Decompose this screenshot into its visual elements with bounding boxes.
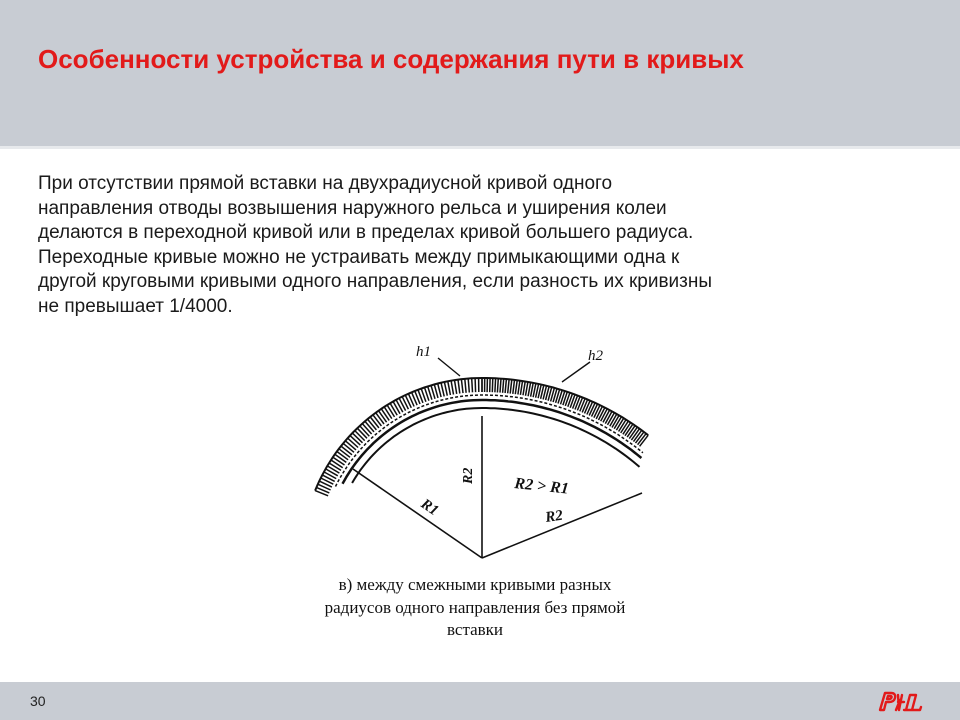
body-line: делаются в переходной кривой или в пределах кривой большего радиуса. bbox=[38, 222, 694, 243]
curve-diagram bbox=[300, 336, 700, 568]
body-line: При отсутствии прямой вставки на двухрадиусной кривой одного bbox=[38, 173, 613, 194]
hatch-line bbox=[526, 382, 528, 396]
hatch-line bbox=[379, 411, 387, 423]
hatch-line bbox=[384, 407, 392, 419]
hatch-line bbox=[360, 426, 370, 436]
hatch-line bbox=[503, 379, 504, 393]
body-line: Переходные кривые можно не устраивать между примыкающими одна к bbox=[38, 246, 680, 268]
body-line: не превышает 1/4000. bbox=[38, 295, 233, 317]
hatch-line bbox=[528, 382, 531, 396]
hatch-line bbox=[337, 452, 348, 460]
label-R2-vertical: R2 bbox=[461, 467, 476, 484]
body-line: направления отводы возвышения наружного рельса и уширения колеи bbox=[38, 197, 667, 219]
hatch-line bbox=[500, 379, 501, 393]
hatch-line bbox=[468, 379, 469, 393]
slide-title: Особенности устройства и содержания пути в кривых bbox=[38, 44, 744, 74]
radius-R2-lower bbox=[482, 493, 642, 558]
page-number: 30 bbox=[30, 693, 46, 709]
hatch-line bbox=[513, 380, 515, 394]
hatch-line bbox=[326, 469, 338, 476]
hatch-line bbox=[438, 384, 441, 398]
hatch-line bbox=[515, 380, 517, 394]
hatch-line bbox=[495, 378, 496, 392]
hatch-line bbox=[520, 381, 522, 395]
hatch-line bbox=[582, 400, 587, 413]
hatch-line bbox=[333, 457, 345, 465]
hatch-line bbox=[350, 436, 360, 446]
label-h2: h2 bbox=[588, 348, 603, 364]
hatch-line bbox=[505, 379, 506, 393]
hatch-line bbox=[458, 380, 460, 394]
label-R2-lower: R2 bbox=[544, 507, 564, 526]
hatch-line bbox=[373, 415, 382, 426]
hatch-line bbox=[472, 378, 473, 392]
caption-line: радиусов одного направления без прямой bbox=[324, 597, 626, 617]
hatch-line bbox=[376, 413, 384, 424]
hatch-line bbox=[343, 443, 354, 452]
hatch-line bbox=[531, 383, 534, 397]
hatch-line bbox=[518, 381, 520, 395]
rzd-logo bbox=[876, 688, 926, 714]
hatch-line bbox=[387, 405, 394, 417]
hatch-line bbox=[475, 378, 476, 392]
hatch-line bbox=[465, 379, 466, 393]
hatch-line bbox=[370, 417, 379, 428]
hatch-line bbox=[324, 472, 336, 479]
body-line: другой круговыми кривыми одного направления, если разность их кривизны bbox=[38, 271, 713, 292]
hatch-line bbox=[331, 460, 343, 468]
header-divider bbox=[0, 146, 960, 149]
hatch-line bbox=[341, 446, 352, 455]
hatch-line bbox=[510, 380, 512, 394]
hatch-line bbox=[451, 381, 453, 395]
hatch-line bbox=[396, 400, 403, 412]
figure-caption bbox=[270, 574, 680, 642]
hatch-line bbox=[352, 433, 362, 443]
hatch-line bbox=[345, 441, 356, 450]
body-text bbox=[38, 172, 918, 319]
hatch-line bbox=[362, 424, 371, 434]
leader-h1 bbox=[438, 358, 460, 376]
hatch-line bbox=[365, 421, 374, 432]
hatch-line bbox=[329, 463, 341, 470]
label-R1: R1 bbox=[417, 496, 442, 520]
hatch-line bbox=[492, 378, 493, 392]
label-h1: h1 bbox=[416, 344, 431, 360]
hatch-line bbox=[461, 379, 463, 393]
hatch-line bbox=[441, 383, 444, 397]
hatch-line bbox=[390, 403, 397, 415]
rzd-logo-mark bbox=[880, 693, 921, 710]
hatch-line bbox=[335, 454, 347, 462]
hatch-line bbox=[355, 431, 365, 441]
hatch-line bbox=[339, 449, 350, 458]
hatch-line bbox=[444, 382, 447, 396]
hatch-line bbox=[381, 409, 389, 421]
hatch-line bbox=[357, 428, 367, 438]
label-relation: R2 > R1 bbox=[513, 475, 570, 498]
hatch-line bbox=[585, 401, 591, 414]
footer-band bbox=[0, 682, 960, 720]
hatch-line bbox=[327, 466, 339, 473]
hatch-line bbox=[497, 379, 498, 393]
hatch-line bbox=[393, 402, 400, 414]
hatch-line bbox=[455, 380, 457, 394]
leader-h2 bbox=[562, 362, 590, 382]
hatch-line bbox=[508, 379, 509, 393]
hatch-line bbox=[368, 419, 377, 430]
caption-line: в) между смежными кривыми разных bbox=[338, 575, 612, 594]
hatch-line bbox=[448, 381, 451, 395]
hatch-line bbox=[523, 382, 525, 396]
caption-line: вставки bbox=[446, 620, 504, 639]
hatch-line bbox=[348, 438, 358, 447]
